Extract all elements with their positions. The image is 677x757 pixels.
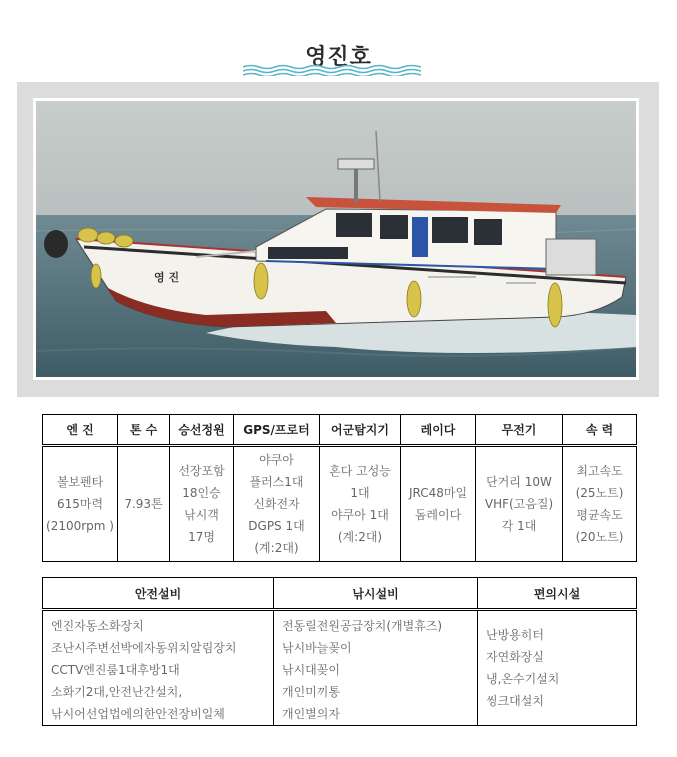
facilities-value-row [43, 610, 637, 726]
photo-frame [17, 82, 659, 397]
list-item: CCTV엔진룸1대후방1대 [51, 663, 180, 677]
speed-cell: 최고속도 (25노트) 평균속도 (20노트) [563, 446, 637, 562]
list-item: 씽크대설치 [486, 694, 544, 708]
page-title: 영진호 [305, 45, 372, 70]
header-gps-plotter: GPS/프로터 [234, 415, 320, 446]
specs-value-row [43, 446, 637, 562]
facilities-table [42, 577, 637, 726]
header-radar: 레이다 [401, 415, 476, 446]
list-item: 소화기2대,안전난간설치, [51, 685, 183, 699]
fishing-list [274, 610, 478, 726]
engine-cell: 볼보펜타 615마력 (2100rpm ) [43, 446, 118, 562]
list-item: 엔진자동소화장치 [51, 619, 144, 633]
header-tonnage: 톤 수 [118, 415, 170, 446]
radar-cell: JRC48마일 돔레이다 [401, 446, 476, 562]
list-item: 개인별의자 [282, 707, 340, 721]
list-item: 난방용히터 [486, 628, 544, 642]
header-safety: 안전설비 [43, 578, 274, 610]
safety-list [43, 610, 274, 726]
header-convenience: 편의시설 [478, 578, 637, 610]
wave-decoration [243, 64, 421, 76]
radio-cell: 단거리 10W VHF(고음질) 각 1대 [476, 446, 563, 562]
header-capacity: 승선정원 [170, 415, 234, 446]
tonnage-cell: 7.93톤 [118, 446, 170, 562]
gps-plotter-cell: 야쿠아 플러스1대 신화전자 DGPS 1대 (계:2대) [234, 446, 320, 562]
header-speed: 속 력 [563, 415, 637, 446]
header-radio: 무전기 [476, 415, 563, 446]
list-item: 전동릴전원공급장치(개별휴즈) [282, 619, 443, 633]
list-item: 낚시어선업법에의한안전장비일체 [51, 707, 225, 721]
hull-name-text: 영 진 [154, 271, 180, 284]
header-fishing: 낚시설비 [274, 578, 478, 610]
list-item: 낚시대꽂이 [282, 663, 340, 677]
list-item: 낚시바늘꽂이 [282, 641, 352, 655]
capacity-cell: 선장포함 18인승 낚시객 17명 [170, 446, 234, 562]
list-item: 조난시주변선박에자동위치알림장치 [51, 641, 237, 655]
fish-finder-cell: 혼다 고성능 1대 야쿠아 1대 (계:2대) [320, 446, 401, 562]
list-item: 자연화장실 [486, 650, 544, 664]
list-item: 개인미끼통 [282, 685, 340, 699]
list-item: 냉,온수기설치 [486, 672, 560, 686]
header-fish-finder: 어군탐지기 [320, 415, 401, 446]
facilities-header-row [43, 578, 637, 610]
specs-header-row [43, 415, 637, 446]
boat-specs-table [42, 414, 637, 562]
convenience-list [478, 610, 637, 726]
boat-photo [33, 98, 639, 380]
header-engine: 엔 진 [43, 415, 118, 446]
boat-image [36, 101, 636, 377]
